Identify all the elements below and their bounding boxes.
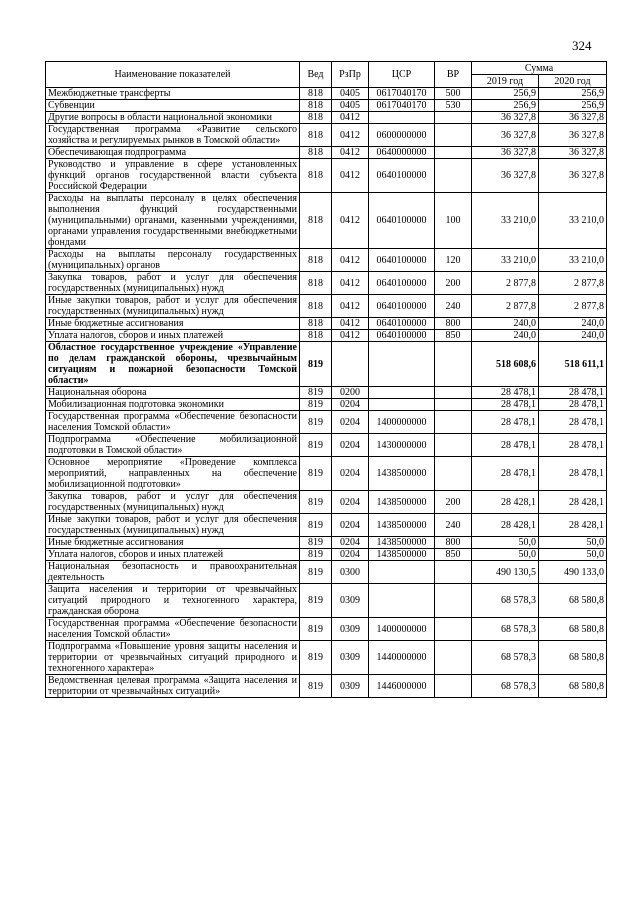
row-sum-2019: 50,0 [472,549,539,561]
table-row [46,330,607,342]
row-sum-2020: 28 428,1 [539,491,607,514]
row-name: Национальная безопасность и правоохранительная деятельность [46,561,300,584]
row-sum-2019: 28 428,1 [472,514,539,537]
row-vr: 100 [435,193,472,249]
row-sum-2019: 33 210,0 [472,249,539,272]
row-sum-2019: 36 327,8 [472,124,539,147]
row-ved: 819 [300,561,332,584]
row-rzpr: 0412 [332,147,369,159]
table-row [46,457,607,491]
row-vr [435,584,472,618]
row-vr: 850 [435,330,472,342]
row-rzpr: 0412 [332,272,369,295]
row-name: Подпрограмма «Обеспечение мобилизационной подготовки в Томской области» [46,434,300,457]
row-csr: 1438500000 [369,491,435,514]
row-vr: 240 [435,514,472,537]
row-sum-2019: 2 877,8 [472,272,539,295]
row-ved: 818 [300,295,332,318]
row-name: Мобилизационная подготовка экономики [46,399,300,411]
table-row [46,124,607,147]
row-sum-2019: 50,0 [472,537,539,549]
row-ved: 819 [300,491,332,514]
row-name: Защита населения и территории от чрезвычайных ситуаций природного и техногенного характера, гражданская оборона [46,584,300,618]
row-name: Государственная программа «Обеспечение безопасности населения Томской области» [46,618,300,641]
table-row [46,537,607,549]
table-row [46,88,607,100]
row-ved: 818 [300,330,332,342]
row-rzpr: 0204 [332,411,369,434]
row-csr [369,584,435,618]
row-name: Межбюджетные трансферты [46,88,300,100]
row-rzpr: 0200 [332,387,369,399]
row-ved: 819 [300,411,332,434]
row-name: Расходы на выплаты персоналу в целях обеспечения выполнения функций государственными (муниципальными) органами, казенными учреждениями, органами управления государственными внебюджетными фондами [46,193,300,249]
table-row [46,641,607,675]
header-csr: ЦСР [369,62,435,88]
row-vr [435,399,472,411]
row-sum-2019: 68 578,3 [472,618,539,641]
header-rzpr: РзПр [332,62,369,88]
row-vr [435,618,472,641]
row-sum-2020: 28 428,1 [539,514,607,537]
row-ved: 819 [300,399,332,411]
table-row [46,147,607,159]
table-row [46,249,607,272]
row-ved: 818 [300,318,332,330]
row-sum-2019: 518 608,6 [472,342,539,387]
row-name: Областное государственное учреждение «Управление по делам гражданской обороны, чрезвычайным ситуациям и пожарной безопасности Томской области» [46,342,300,387]
row-sum-2020: 240,0 [539,318,607,330]
row-csr: 1438500000 [369,537,435,549]
row-vr: 850 [435,549,472,561]
row-csr [369,112,435,124]
row-csr [369,561,435,584]
row-ved: 819 [300,641,332,675]
row-sum-2019: 68 578,3 [472,675,539,698]
row-sum-2020: 28 478,1 [539,399,607,411]
row-ved: 818 [300,249,332,272]
row-csr [369,399,435,411]
row-sum-2020: 68 580,8 [539,675,607,698]
table-row [46,295,607,318]
row-csr [369,342,435,387]
row-csr: 0640100000 [369,159,435,193]
row-name: Закупка товаров, работ и услуг для обеспечения государственных (муниципальных) нужд [46,272,300,295]
row-rzpr: 0204 [332,491,369,514]
row-ved: 818 [300,100,332,112]
row-sum-2020: 33 210,0 [539,193,607,249]
row-sum-2019: 240,0 [472,330,539,342]
row-name: Расходы на выплаты персоналу государственных (муниципальных) органов [46,249,300,272]
row-sum-2019: 28 478,1 [472,387,539,399]
row-rzpr: 0412 [332,112,369,124]
row-name: Иные закупки товаров, работ и услуг для обеспечения государственных (муниципальных) нужд [46,295,300,318]
row-sum-2019: 28 478,1 [472,411,539,434]
row-rzpr: 0412 [332,295,369,318]
row-vr [435,675,472,698]
row-csr: 0617040170 [369,88,435,100]
row-vr [435,159,472,193]
row-csr: 0640100000 [369,249,435,272]
row-rzpr: 0412 [332,330,369,342]
row-sum-2020: 518 611,1 [539,342,607,387]
row-csr: 1438500000 [369,457,435,491]
row-csr [369,387,435,399]
row-sum-2019: 256,9 [472,100,539,112]
row-csr: 1446000000 [369,675,435,698]
row-sum-2020: 68 580,8 [539,641,607,675]
row-csr: 0640100000 [369,193,435,249]
header-year-2020: 2020 год [539,75,607,88]
row-rzpr: 0204 [332,399,369,411]
row-name: Обеспечивающая подпрограмма [46,147,300,159]
row-sum-2020: 2 877,8 [539,295,607,318]
row-csr: 0640100000 [369,318,435,330]
row-rzpr: 0309 [332,584,369,618]
table-row [46,561,607,584]
row-ved: 819 [300,549,332,561]
row-ved: 819 [300,457,332,491]
row-vr: 200 [435,491,472,514]
row-sum-2019: 68 578,3 [472,641,539,675]
row-sum-2019: 36 327,8 [472,159,539,193]
table-row [46,584,607,618]
row-ved: 818 [300,193,332,249]
row-rzpr: 0204 [332,457,369,491]
row-sum-2020: 36 327,8 [539,159,607,193]
row-ved: 819 [300,675,332,698]
row-sum-2020: 50,0 [539,549,607,561]
table-row [46,434,607,457]
row-sum-2019: 490 130,5 [472,561,539,584]
row-csr: 0600000000 [369,124,435,147]
row-name: Иные бюджетные ассигнования [46,537,300,549]
row-csr: 1400000000 [369,618,435,641]
row-rzpr: 0309 [332,618,369,641]
table-row [46,491,607,514]
row-sum-2019: 36 327,8 [472,112,539,124]
row-sum-2019: 28 428,1 [472,491,539,514]
row-ved: 818 [300,112,332,124]
table-body [46,88,607,698]
row-sum-2020: 68 580,8 [539,584,607,618]
row-sum-2019: 2 877,8 [472,295,539,318]
row-name: Национальная оборона [46,387,300,399]
row-rzpr: 0309 [332,641,369,675]
table-row [46,318,607,330]
row-rzpr: 0412 [332,318,369,330]
row-sum-2020: 240,0 [539,330,607,342]
header-ved: Вед [300,62,332,88]
row-sum-2020: 28 478,1 [539,434,607,457]
row-vr [435,561,472,584]
row-ved: 819 [300,514,332,537]
row-rzpr: 0412 [332,159,369,193]
row-vr: 500 [435,88,472,100]
row-sum-2019: 240,0 [472,318,539,330]
row-vr: 240 [435,295,472,318]
row-ved: 818 [300,272,332,295]
row-rzpr: 0204 [332,514,369,537]
row-sum-2019: 28 478,1 [472,457,539,491]
table-row [46,112,607,124]
row-ved: 818 [300,159,332,193]
row-rzpr: 0204 [332,537,369,549]
row-rzpr: 0300 [332,561,369,584]
row-name: Основное мероприятие «Проведение комплекса мероприятий, направленных на обеспечение мобилизационной подготовки» [46,457,300,491]
row-csr: 1430000000 [369,434,435,457]
row-rzpr: 0204 [332,549,369,561]
row-ved: 819 [300,618,332,641]
row-ved: 819 [300,387,332,399]
row-name: Ведомственная целевая программа «Защита населения и территории от чрезвычайных ситуаций» [46,675,300,698]
table-header [46,62,607,88]
header-name: Наименование показателей [46,62,300,88]
row-sum-2020: 28 478,1 [539,411,607,434]
row-sum-2020: 36 327,8 [539,124,607,147]
row-name: Уплата налогов, сборов и иных платежей [46,330,300,342]
row-vr: 200 [435,272,472,295]
row-rzpr: 0405 [332,100,369,112]
row-sum-2020: 256,9 [539,88,607,100]
row-vr [435,112,472,124]
header-vr: ВР [435,62,472,88]
budget-table [45,61,607,698]
row-sum-2020: 36 327,8 [539,147,607,159]
row-vr [435,387,472,399]
row-csr: 1440000000 [369,641,435,675]
table-row [46,399,607,411]
row-ved: 818 [300,147,332,159]
row-rzpr: 0204 [332,434,369,457]
row-name: Иные бюджетные ассигнования [46,318,300,330]
row-name: Иные закупки товаров, работ и услуг для обеспечения государственных (муниципальных) нужд [46,514,300,537]
row-ved: 818 [300,88,332,100]
row-rzpr: 0309 [332,675,369,698]
row-sum-2020: 36 327,8 [539,112,607,124]
table-row [46,618,607,641]
row-csr: 0640100000 [369,330,435,342]
page-number: 324 [572,38,592,53]
row-vr [435,124,472,147]
row-csr: 1438500000 [369,549,435,561]
table-row [46,342,607,387]
header-sum: Сумма [472,62,607,75]
row-vr [435,411,472,434]
header-year-2019: 2019 год [472,75,539,88]
row-rzpr: 0412 [332,249,369,272]
row-vr: 120 [435,249,472,272]
row-vr: 530 [435,100,472,112]
row-rzpr: 0412 [332,193,369,249]
row-sum-2019: 28 478,1 [472,434,539,457]
row-vr [435,457,472,491]
row-name: Подпрограмма «Повышение уровня защиты населения и территории от чрезвычайных ситуаций природного и техногенного характера» [46,641,300,675]
row-rzpr: 0412 [332,124,369,147]
table-row [46,549,607,561]
row-rzpr [332,342,369,387]
row-sum-2019: 33 210,0 [472,193,539,249]
row-sum-2020: 68 580,8 [539,618,607,641]
row-sum-2019: 68 578,3 [472,584,539,618]
row-sum-2020: 256,9 [539,100,607,112]
row-sum-2019: 28 478,1 [472,399,539,411]
row-ved: 818 [300,124,332,147]
row-name: Субвенции [46,100,300,112]
table-row [46,272,607,295]
row-csr: 1438500000 [369,514,435,537]
row-name: Государственная программа «Обеспечение безопасности населения Томской области» [46,411,300,434]
row-sum-2020: 28 478,1 [539,457,607,491]
row-sum-2019: 36 327,8 [472,147,539,159]
row-vr [435,434,472,457]
row-name: Руководство и управление в сфере установленных функций органов государственной власти субъекта Российской Федерации [46,159,300,193]
row-name: Уплата налогов, сборов и иных платежей [46,549,300,561]
row-csr: 0640100000 [369,295,435,318]
row-vr [435,641,472,675]
row-csr: 0640100000 [369,272,435,295]
row-vr: 800 [435,318,472,330]
row-sum-2020: 28 478,1 [539,387,607,399]
table-row [46,675,607,698]
row-name: Другие вопросы в области национальной экономики [46,112,300,124]
row-sum-2019: 256,9 [472,88,539,100]
row-sum-2020: 33 210,0 [539,249,607,272]
row-csr: 0640000000 [369,147,435,159]
table-row [46,387,607,399]
row-vr: 800 [435,537,472,549]
row-vr [435,147,472,159]
row-ved: 819 [300,537,332,549]
row-name: Закупка товаров, работ и услуг для обеспечения государственных (муниципальных) нужд [46,491,300,514]
row-csr: 0617040170 [369,100,435,112]
row-sum-2020: 2 877,8 [539,272,607,295]
table-row [46,193,607,249]
row-sum-2020: 490 133,0 [539,561,607,584]
row-ved: 819 [300,342,332,387]
table-row [46,159,607,193]
table-row [46,514,607,537]
row-sum-2020: 50,0 [539,537,607,549]
row-ved: 819 [300,584,332,618]
row-csr: 1400000000 [369,411,435,434]
row-name: Государственная программа «Развитие сельского хозяйства и регулируемых рынков в Томской области» [46,124,300,147]
row-rzpr: 0405 [332,88,369,100]
row-vr [435,342,472,387]
table-row [46,100,607,112]
row-ved: 819 [300,434,332,457]
table-row [46,411,607,434]
